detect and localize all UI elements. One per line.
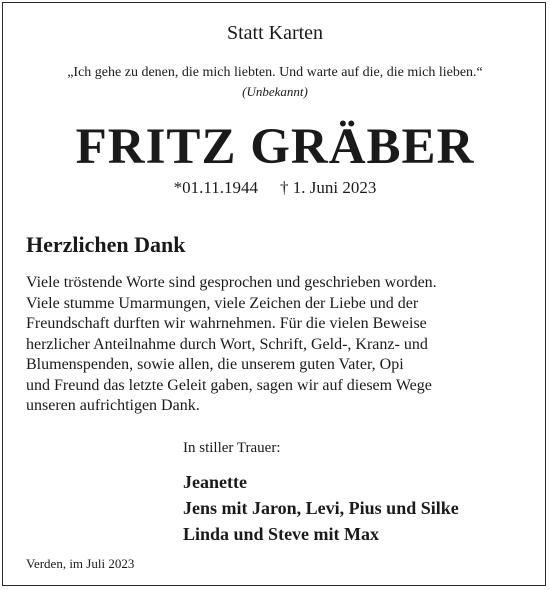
thanks-body — [26, 273, 526, 417]
mourners-list — [183, 469, 459, 547]
mourning-label: In stiller Trauer: — [183, 440, 281, 456]
life-dates — [0, 178, 550, 198]
body-line: Viele stumme Umarmungen, viele Zeichen der Liebe und der — [26, 294, 419, 312]
birth-date: *01.11.1944 — [173, 178, 259, 197]
mourner-line: Jeanette — [183, 472, 247, 492]
place-date: Verden, im Juli 2023 — [26, 556, 135, 571]
body-line: Viele tröstende Worte sind gesprochen und geschrieben worden. — [26, 274, 437, 291]
body-line: Blumenspenden, sowie allen, die unserem guten Vater, Opi — [26, 356, 404, 373]
body-line: herzlicher Anteilnahme durch Wort, Schrift, Geld-, Kranz- und — [26, 335, 428, 353]
body-line: unseren aufrichtigen Dank. — [26, 397, 200, 414]
deceased-name: FRITZ GRÄBER — [75, 119, 475, 175]
mourner-line: Jens mit Jaron, Levi, Pius und Silke — [183, 498, 459, 518]
body-line: Freundschaft durften wir wahrnehmen. Für die vielen Beweise — [26, 315, 427, 332]
thanks-heading: Herzlichen Dank — [26, 232, 186, 257]
mourner-line: Linda und Steve mit Max — [183, 524, 380, 544]
memorial-quote: „Ich gehe zu denen, die mich liebten. Und warte auf die, die mich lieben.“ — [67, 65, 483, 80]
quote-attribution: (Unbekannt) — [242, 84, 308, 99]
notice-header: Statt Karten — [226, 22, 324, 44]
death-date: † 1. Juni 2023 — [280, 178, 377, 197]
body-line: und Freund das letzte Geleit gaben, sagen wir auf diesem Wege — [26, 376, 432, 394]
